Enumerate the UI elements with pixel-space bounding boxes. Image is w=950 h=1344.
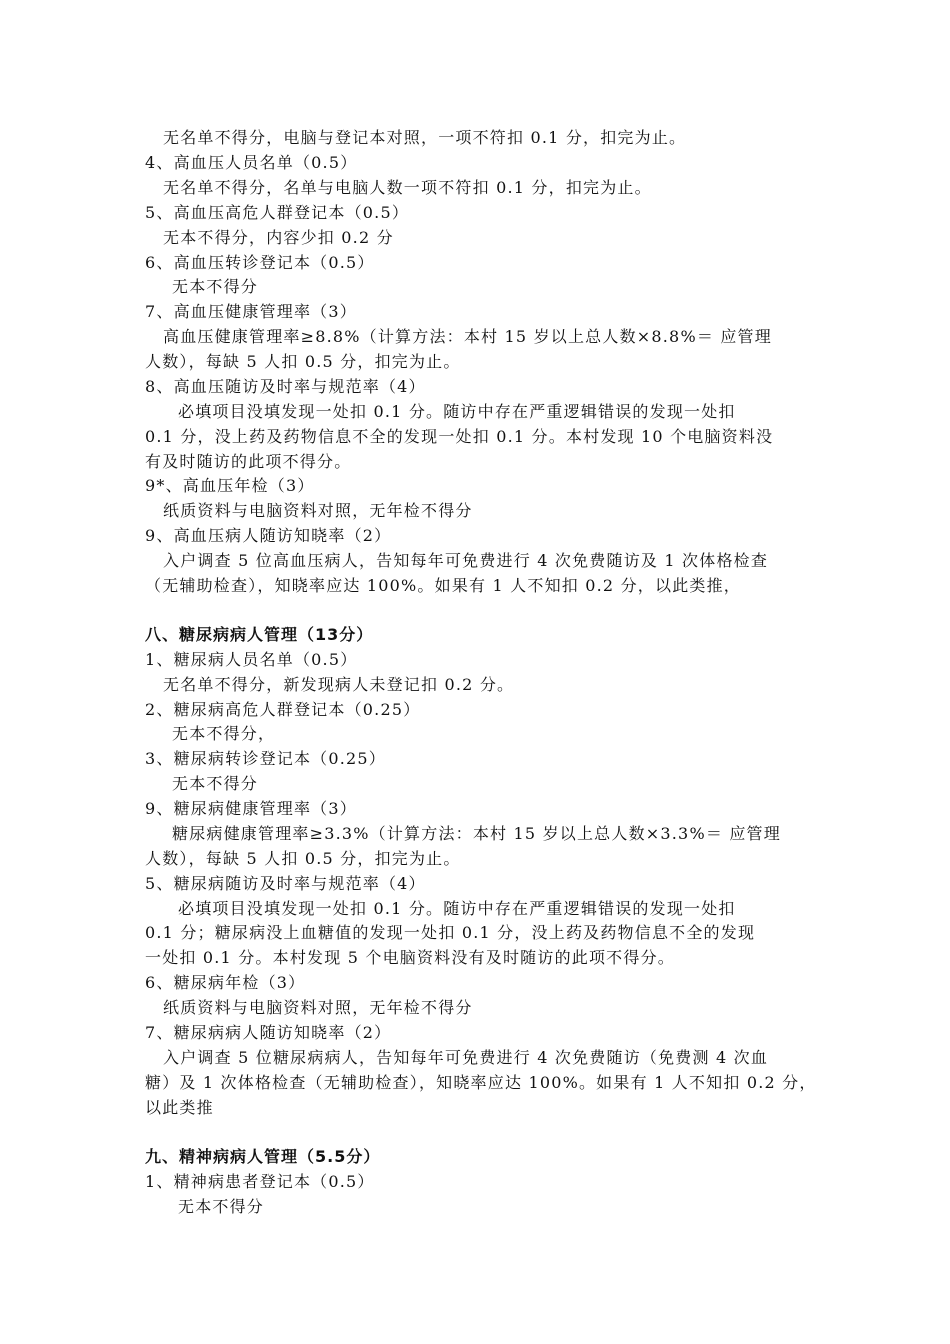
item-title: 8、高血压随访及时率与规范率（4） (145, 377, 426, 396)
text-line: 糖尿病健康管理率≥3.3%（计算方法：本村 15 岁以上总人数×3.3%＝ 应管理 (172, 824, 781, 843)
item-title: 1、糖尿病人员名单（0.5） (145, 650, 358, 669)
text-line: 无本不得分， (172, 724, 276, 743)
text-line: 无名单不得分，电脑与登记本对照，一项不符扣 0.1 分，扣完为止。 (163, 128, 687, 147)
item-title: 6、糖尿病年检（3） (145, 973, 306, 992)
text-line: 必填项目没填发现一处扣 0.1 分。随访中存在严重逻辑错误的发现一处扣 (178, 402, 736, 421)
text-line: 无名单不得分，新发现病人未登记扣 0.2 分。 (163, 675, 515, 694)
item-title: 9*、高血压年检（3） (145, 476, 315, 495)
text-line: 入户调查 5 位高血压病人，告知每年可免费进行 4 次免费随访及 1 次体格检查 (163, 551, 769, 570)
item-title: 1、精神病患者登记本（0.5） (145, 1172, 375, 1191)
item-title: 9、糖尿病健康管理率（3） (145, 799, 357, 818)
text-line: 无名单不得分，名单与电脑人数一项不符扣 0.1 分，扣完为止。 (163, 178, 652, 197)
item-title: 5、高血压高危人群登记本（0.5） (145, 203, 410, 222)
text-line: 人数），每缺 5 人扣 0.5 分，扣完为止。 (145, 849, 461, 868)
text-line: 无本不得分 (172, 277, 259, 296)
text-line: 必填项目没填发现一处扣 0.1 分。随访中存在严重逻辑错误的发现一处扣 (178, 899, 736, 918)
section-heading: 九、精神病病人管理（5.5分） (145, 1147, 381, 1166)
text-line: 以此类推 (145, 1098, 214, 1117)
text-line: 纸质资料与电脑资料对照，无年检不得分 (163, 501, 473, 520)
item-title: 2、糖尿病高危人群登记本（0.25） (145, 700, 421, 719)
text-line: 高血压健康管理率≥8.8%（计算方法：本村 15 岁以上总人数×8.8%＝ 应管理 (163, 327, 772, 346)
item-title: 6、高血压转诊登记本（0.5） (145, 253, 375, 272)
item-title: 7、高血压健康管理率（3） (145, 302, 357, 321)
item-title: 5、糖尿病随访及时率与规范率（4） (145, 874, 426, 893)
text-line: 一处扣 0.1 分。本村发现 5 个电脑资料没有及时随访的此项不得分。 (145, 948, 675, 967)
item-title: 4、高血压人员名单（0.5） (145, 153, 358, 172)
text-line: 入户调查 5 位糖尿病病人，告知每年可免费进行 4 次免费随访（免费测 4 次血 (163, 1048, 769, 1067)
item-title: 7、糖尿病病人随访知晓率（2） (145, 1023, 392, 1042)
text-line: 纸质资料与电脑资料对照，无年检不得分 (163, 998, 473, 1017)
text-line: 糖）及 1 次体格检查（无辅助检查），知晓率应达 100%。如果有 1 人不知扣 0.2 分， (145, 1073, 817, 1092)
section-heading: 八、糖尿病病人管理（13分） (145, 625, 374, 644)
text-line: 无本不得分，内容少扣 0.2 分 (163, 228, 394, 247)
text-line: 0.1 分；糖尿病没上血糖值的发现一处扣 0.1 分，没上药及药物信息不全的发现 (145, 923, 756, 942)
text-line: （无辅助检查），知晓率应达 100%。如果有 1 人不知扣 0.2 分，以此类推， (145, 576, 741, 595)
text-line: 人数），每缺 5 人扣 0.5 分，扣完为止。 (145, 352, 461, 371)
item-title: 9、高血压病人随访知晓率（2） (145, 526, 392, 545)
text-line: 0.1 分，没上药及药物信息不全的发现一处扣 0.1 分。本村发现 10 个电脑资料没 (145, 427, 774, 446)
text-line: 无本不得分 (178, 1197, 265, 1216)
item-title: 3、糖尿病转诊登记本（0.25） (145, 749, 387, 768)
text-line: 有及时随访的此项不得分。 (145, 452, 352, 471)
text-line: 无本不得分 (172, 774, 259, 793)
